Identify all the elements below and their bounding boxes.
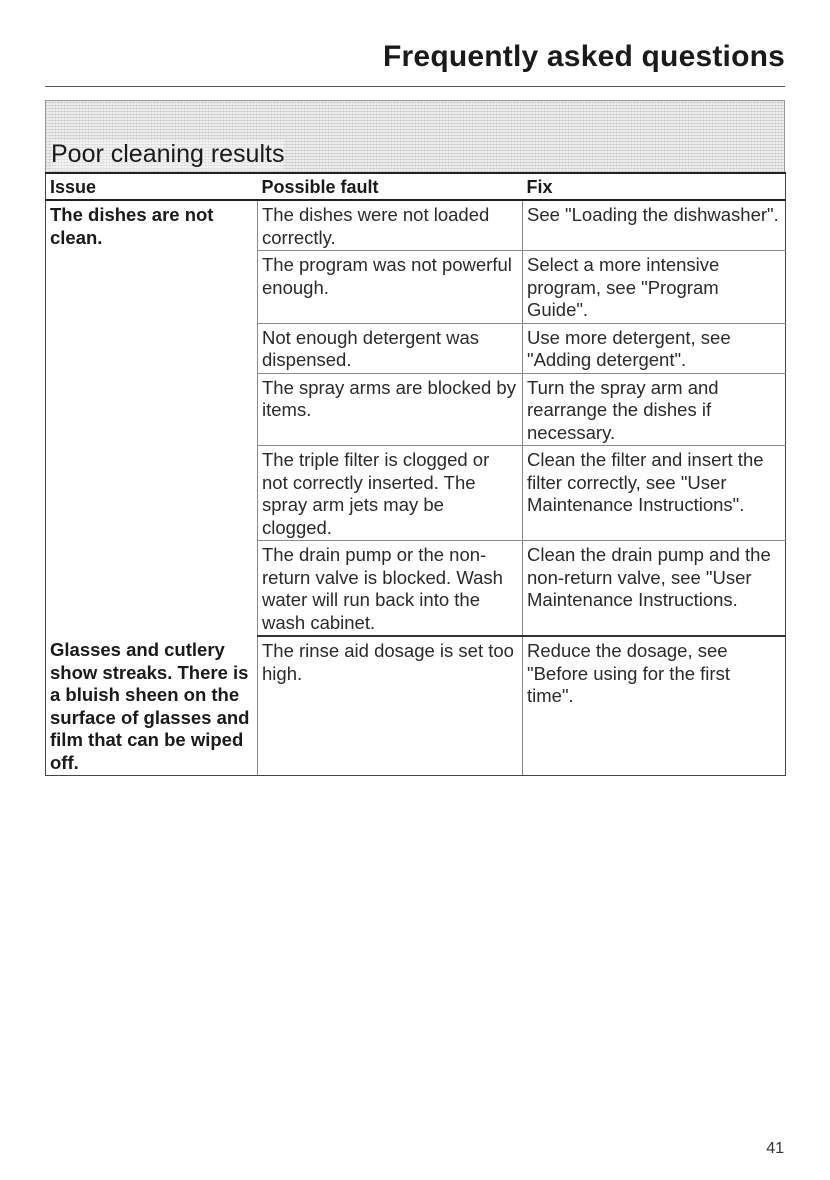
- page-number: 41: [766, 1140, 784, 1157]
- faq-table: [45, 172, 786, 776]
- fault-cell: The program was not powerful enough.: [258, 251, 523, 324]
- fault-cell: The triple filter is clogged or not correctly inserted. The spray arm jets may be clogged.: [258, 446, 523, 541]
- table-header-row: [46, 173, 786, 200]
- fault-cell: The rinse aid dosage is set too high.: [258, 636, 523, 776]
- fix-cell: Use more detergent, see "Adding detergent".: [523, 323, 786, 373]
- fix-cell: Clean the filter and insert the filter correctly, see "User Maintenance Instructions".: [523, 446, 786, 541]
- fault-cell: The drain pump or the non-return valve is blocked. Wash water will run back into the wash cabinet.: [258, 541, 523, 637]
- fix-cell: Select a more intensive program, see "Program Guide".: [523, 251, 786, 324]
- fix-cell: Turn the spray arm and rearrange the dishes if necessary.: [523, 373, 786, 446]
- title-divider: [45, 86, 785, 87]
- issue-cell: Glasses and cutlery show streaks. There is a bluish sheen on the surface of glasses and film that can be wiped off.: [46, 636, 258, 776]
- issue-cell: The dishes are not clean.: [50, 204, 214, 248]
- fault-cell: The spray arms are blocked by items.: [258, 373, 523, 446]
- section-title: Poor cleaning results: [51, 140, 285, 168]
- fix-cell: Reduce the dosage, see "Before using for the first time".: [523, 636, 786, 776]
- header-fix: Fix: [523, 173, 786, 200]
- page-title: Frequently asked questions: [383, 40, 785, 73]
- section-header-band: [45, 100, 785, 172]
- header-issue: Issue: [46, 173, 258, 200]
- header-possible-fault: Possible fault: [258, 173, 523, 200]
- fault-cell: Not enough detergent was dispensed.: [258, 323, 523, 373]
- table-row: [46, 636, 786, 776]
- fix-cell: Clean the drain pump and the non-return valve, see "User Maintenance Instructions.: [523, 541, 786, 637]
- fault-cell: The dishes were not loaded correctly.: [258, 200, 523, 251]
- fix-cell: See "Loading the dishwasher".: [523, 200, 786, 251]
- table-row: [46, 200, 786, 251]
